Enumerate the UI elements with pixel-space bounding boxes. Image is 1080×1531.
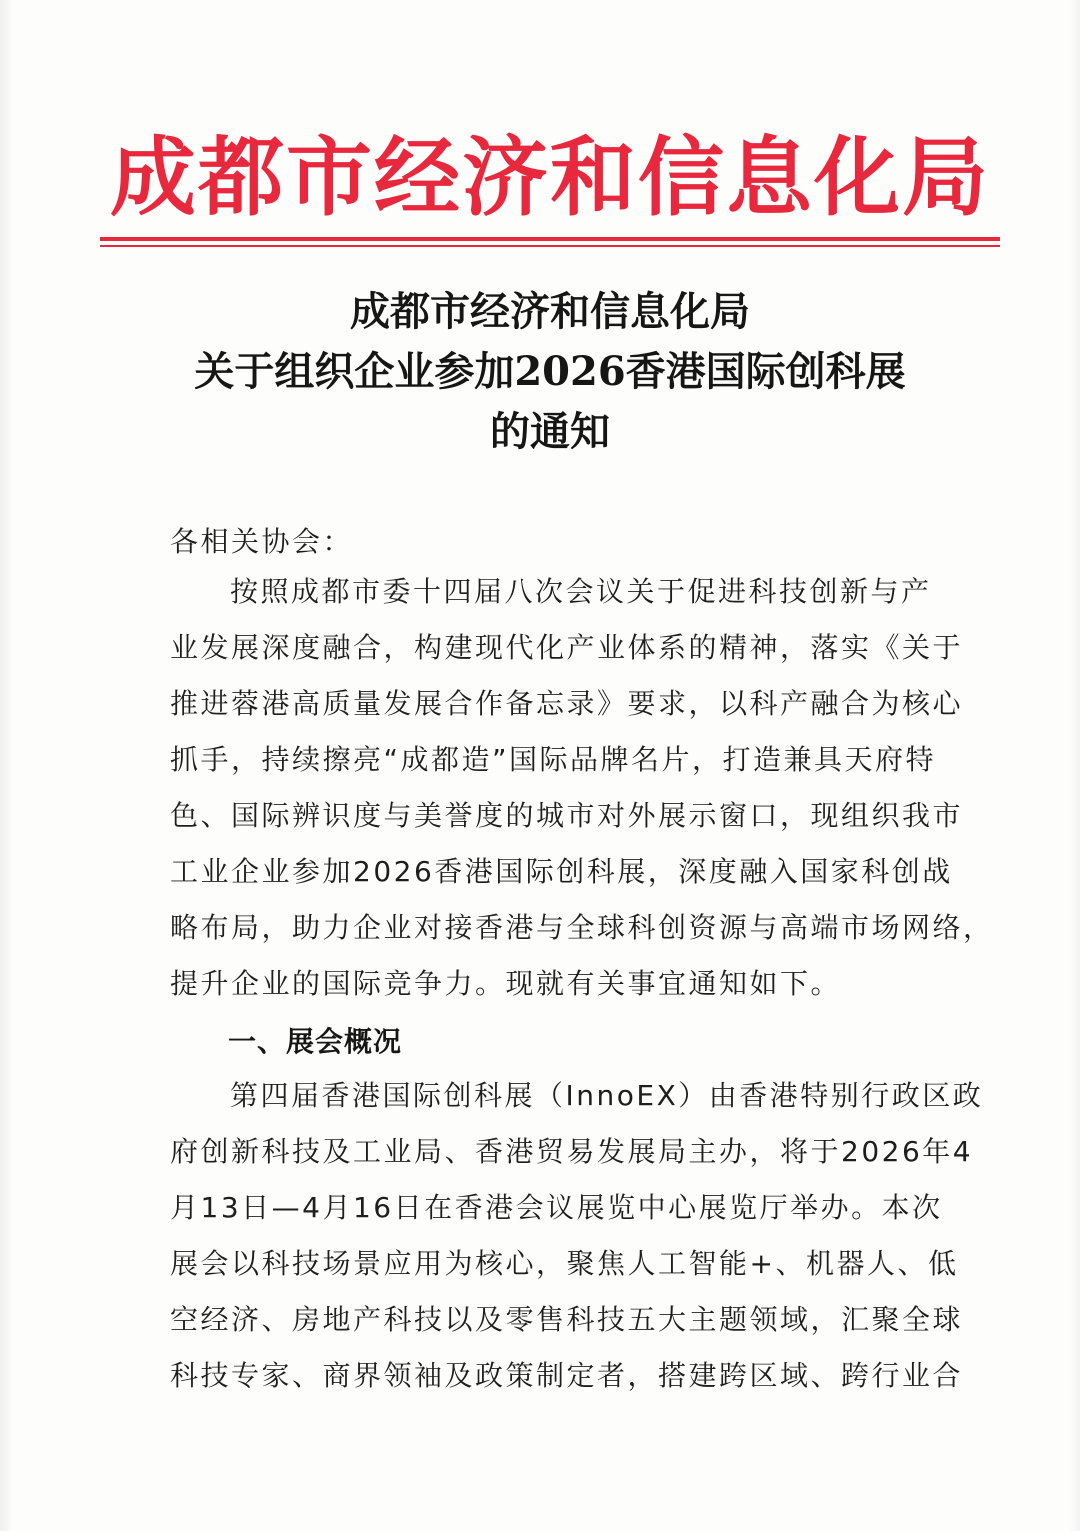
paragraph-1 [170, 564, 994, 1012]
paragraph-2-line: 空经济、房地产科技以及零售科技五大主题领域，汇聚全球 [170, 1303, 964, 1336]
paragraph-1-line: 提升企业的国际竞争力。现就有关事宜通知如下。 [170, 967, 842, 1000]
paragraph-1-line: 略布局，助力企业对接香港与全球科创资源与高端市场网络， [170, 911, 994, 944]
paragraph-1-line: 工业企业参加2026香港国际创科展，深度融入国家科创战 [170, 855, 953, 888]
document-title [100, 282, 1000, 462]
title-line-2: 关于组织企业参加2026香港国际创科展 [194, 348, 906, 395]
paragraph-1-line: 按照成都市委十四届八次会议关于促进科技创新与产 [230, 575, 932, 608]
red-rule-thick [100, 237, 1000, 241]
paragraph-1-line: 推进蓉港高质量发展合作备忘录》要求，以科产融合为核心 [170, 687, 964, 720]
paragraph-2-line: 府创新科技及工业局、香港贸易发展局主办，将于2026年4 [170, 1135, 974, 1168]
paragraph-1-line: 色、国际辨识度与美誉度的城市对外展示窗口，现组织我市 [170, 799, 964, 832]
paragraph-2 [170, 1068, 984, 1404]
scan-edge-left [0, 0, 14, 1531]
paragraph-2-line: 科技专家、商界领袖及政策制定者，搭建跨区域、跨行业合 [170, 1359, 964, 1392]
paragraph-1-line: 业发展深度融合，构建现代化产业体系的精神，落实《关于 [170, 631, 964, 664]
red-masthead: 成都市经济和信息化局 [110, 127, 990, 228]
section-1-heading: 一、展会概况 [228, 1025, 403, 1058]
paragraph-1-line: 抓手，持续擦亮“成都造”国际品牌名片，打造兼具天府特 [170, 743, 937, 776]
paragraph-2-line: 月13日—4月16日在香港会议展览中心展览厅举办。本次 [170, 1191, 943, 1224]
salutation: 各相关协会： [170, 525, 354, 558]
scan-edge-right [1070, 0, 1080, 1531]
paragraph-2-line: 第四届香港国际创科展（InnoEX）由香港特别行政区政 [230, 1079, 984, 1112]
red-rule-thin [100, 245, 1000, 247]
paragraph-2-line: 展会以科技场景应用为核心，聚焦人工智能+、机器人、低 [170, 1247, 959, 1280]
title-line-1: 成都市经济和信息化局 [350, 288, 750, 335]
title-line-3: 的通知 [490, 408, 610, 455]
